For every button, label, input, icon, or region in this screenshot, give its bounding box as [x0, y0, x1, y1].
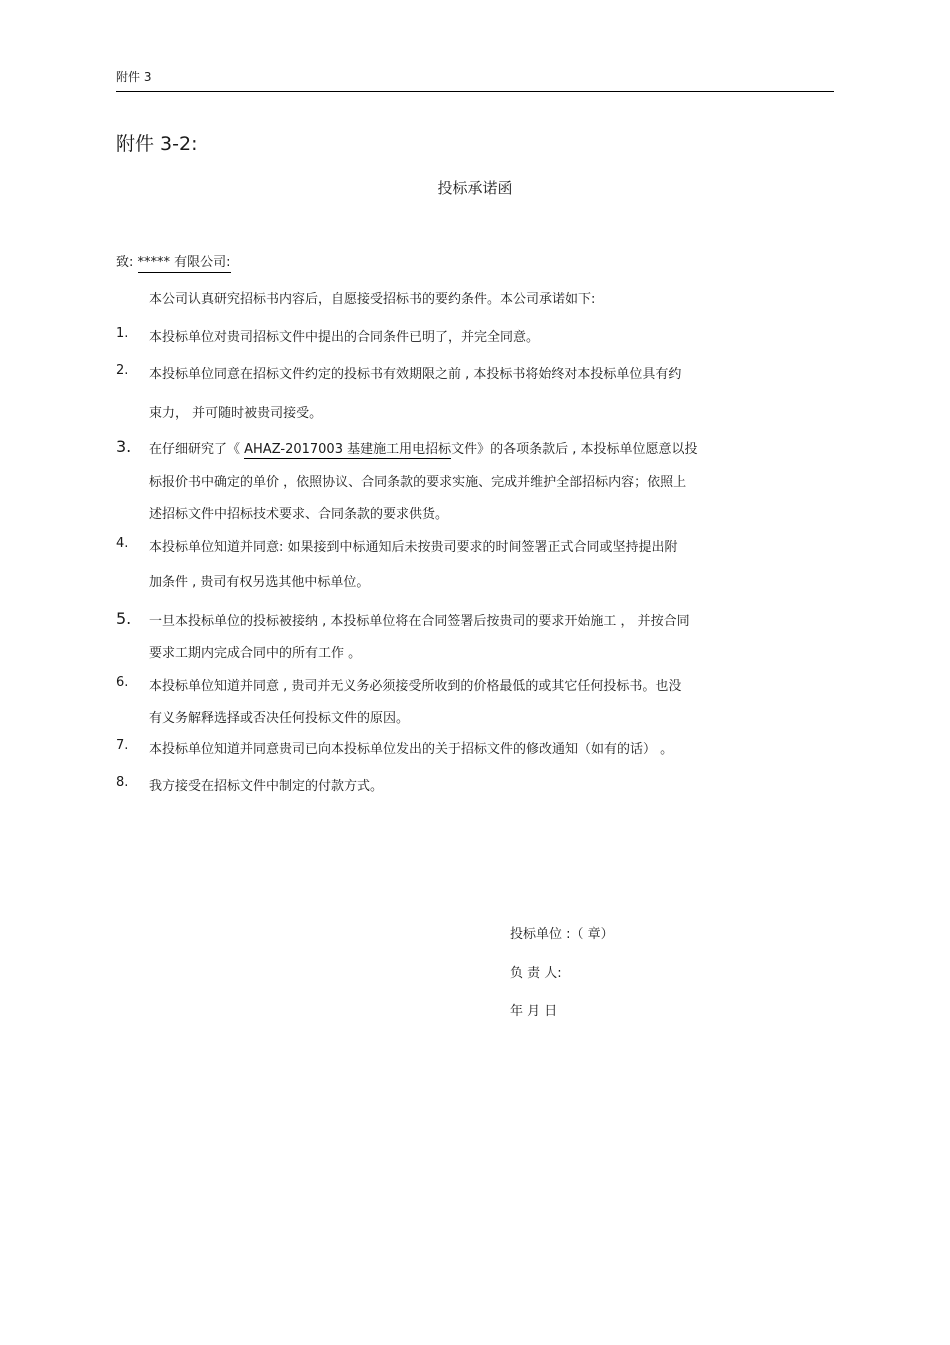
item-line: 一旦本投标单位的投标被接纳 , 本投标单位将在合同签署后按贵司的要求开始施工 ， 并按合同: [149, 614, 690, 629]
annex-title: 附件 3-2:: [116, 133, 198, 155]
signature-person: 负 责 人:: [510, 966, 562, 981]
document-title: 投标承诺函: [437, 179, 513, 197]
item-number: 8.: [116, 775, 129, 790]
header-divider: [116, 91, 834, 92]
item-number: 5.: [116, 609, 132, 628]
item-text: 在仔细研究了《: [149, 442, 245, 457]
item-number: 4.: [116, 536, 129, 551]
item-line: 本投标单位同意在招标文件约定的投标书有效期限之前 , 本投标书将始终对本投标单位具有约: [149, 367, 682, 382]
item-line: 束力， 并可随时被贵司接受。: [149, 406, 323, 421]
item-line: [149, 438, 698, 457]
header-label: 附件 3: [116, 70, 152, 84]
item-line: 本投标单位知道并同意: 如果接到中标通知后未按贵司要求的时间签署正式合同或坚持提出附: [149, 540, 678, 555]
item-line: 本投标单位知道并同意 , 贵司并无义务必须接受所收到的价格最低的或其它任何投标书。也没: [149, 679, 682, 694]
signature-date: 年 月 日: [510, 1004, 558, 1019]
intro-paragraph: 本公司认真研究招标书内容后，自愿接受招标书的要约条件。本公司承诺如下:: [149, 292, 596, 307]
item-number: 6.: [116, 675, 129, 690]
item-line: 本投标单位对贵司招标文件中提出的合同条件已明了，并完全同意。: [149, 330, 540, 345]
item-line: 加条件 , 贵司有权另选其他中标单位。: [149, 575, 370, 590]
item-number: 3.: [116, 437, 132, 456]
item-line: 有义务解释选择或否决任何投标文件的原因。: [149, 711, 410, 726]
addressee-prefix: 致:: [116, 255, 134, 270]
addressee-line: [116, 251, 231, 270]
item-line: 我方接受在招标文件中制定的付款方式。: [149, 779, 384, 794]
item-number: 7.: [116, 738, 129, 753]
item-number: 2.: [116, 363, 129, 378]
item-line: 标报价书中确定的单价 ，依照协议、合同条款的要求实施、完成并维护全部招标内容；依照上: [149, 475, 687, 490]
item-line: 本投标单位知道并同意贵司已向本投标单位发出的关于招标文件的修改通知（如有的话） 。: [149, 742, 674, 757]
document-reference: AHAZ-2017003 基建施工用电招标: [244, 442, 452, 457]
item-line: 述招标文件中招标技术要求、合同条款的要求供货。: [149, 507, 449, 522]
item-text: 文件》的各项条款后 , 本投标单位愿意以投: [451, 442, 698, 457]
item-line: 要求工期内完成合同中的所有工作 。: [149, 646, 362, 661]
addressee-company: ***** 有限公司:: [138, 255, 231, 273]
signature-unit: 投标单位 :（ 章）: [510, 927, 614, 942]
item-number: 1.: [116, 326, 129, 341]
